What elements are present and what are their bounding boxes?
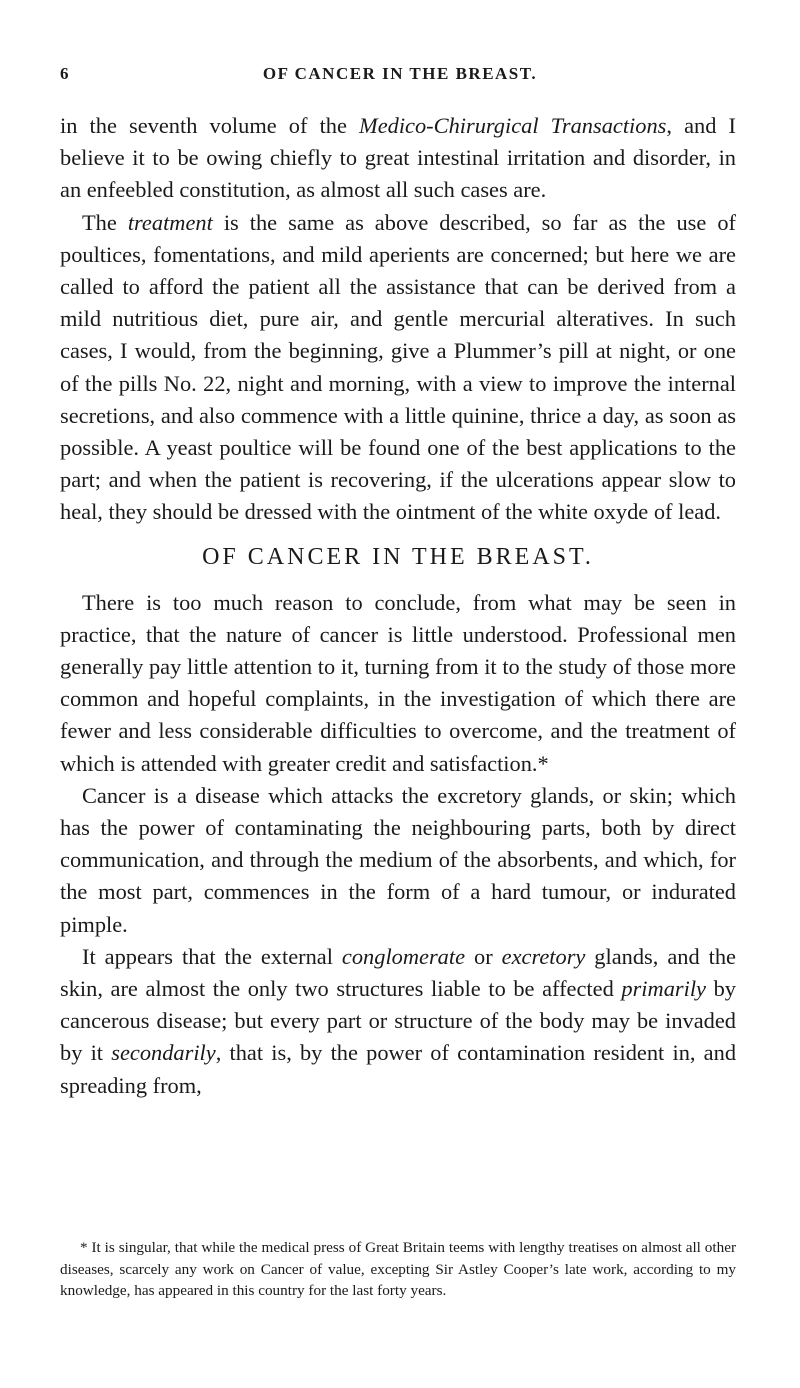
running-head bbox=[60, 64, 740, 90]
page-number: 6 bbox=[60, 64, 70, 83]
italic-term: conglomerate bbox=[341, 943, 466, 969]
paragraph-continuation bbox=[60, 110, 736, 207]
text-run: It appears that the external bbox=[82, 943, 342, 969]
section-heading: OF CANCER IN THE BREAST. bbox=[202, 543, 594, 570]
paragraph-structures bbox=[60, 941, 736, 1102]
journal-title: Medico-Chirurgical Transactions bbox=[359, 113, 667, 138]
text-run: is the same as above described, so far as the use of poultices, fomentations, and mild aperients are concerned; but here we are called to afford the patient all the assistance that can be derived from a mild nutritious diet, pure air, and gentle mercurial alteratives. In such cases, I would, from the beginning, give a Plummer’s pill at night, or one of the pills No. 22, night and morning, with a view to improve the internal secretions, and also commence with a little quinine, thrice a day, as soon as possible. A yeast poultice will be found one of the best applications to the part; and when the patient is recovering, if the ulcerations appear slow to heal, they should be dressed with the ointment of the white oxyde of lead. bbox=[60, 209, 736, 525]
text-run: The bbox=[82, 209, 128, 235]
text-run: in the seventh volume of the bbox=[60, 113, 360, 138]
text-run: , that is, by the power of contamination resident in, and spreading from, bbox=[60, 1040, 737, 1098]
italic-term: treatment bbox=[127, 209, 213, 235]
italic-term: primarily bbox=[621, 976, 706, 1002]
footnote bbox=[60, 1237, 736, 1302]
paragraph-definition: Cancer is a disease which attacks the excretory glands, or skin; which has the power of contaminating the neighbouring parts, both by direct communication, and through the medium of the absorbents, and which, for the most part, commences in the form of a hard tumour, or indurated pimple. bbox=[60, 782, 736, 937]
italic-term: secondarily bbox=[111, 1040, 216, 1066]
body-text bbox=[60, 110, 736, 1102]
text-run: , and I believe it to be owing chiefly to great intestinal irritation and disorder, in an enfeebled constitution, as almost all such cases are. bbox=[60, 113, 737, 203]
footnote-text: * It is singular, that while the medical press of Great Britain teems with lengthy treatises on almost all other diseases, scarcely any work on Cancer of value, excepting Sir Astley Cooper’s late work, according to my knowledge, has appeared in this country for the last forty years. bbox=[60, 1239, 736, 1299]
running-title: OF CANCER IN THE BREAST. bbox=[262, 64, 538, 83]
text-run: glands, and the skin, are almost the only two structures liable to be affected bbox=[60, 943, 736, 1002]
text-run: or bbox=[465, 943, 502, 969]
text-run: by cancerous disease; but every part or structure of the body may be invaded by it bbox=[60, 976, 736, 1066]
paragraph-introduction: There is too much reason to conclude, from what may be seen in practice, that the nature of cancer is little understood. Professional men generally pay little attention to it, turning from it to the study of those more common and hopeful complaints, in the investigation of which there are fewer and less considerable difficulties to overcome, and the treatment of which is attended with greater credit and satisfaction.* bbox=[60, 589, 736, 776]
italic-term: excretory bbox=[501, 943, 586, 969]
paragraph-treatment bbox=[60, 207, 736, 529]
